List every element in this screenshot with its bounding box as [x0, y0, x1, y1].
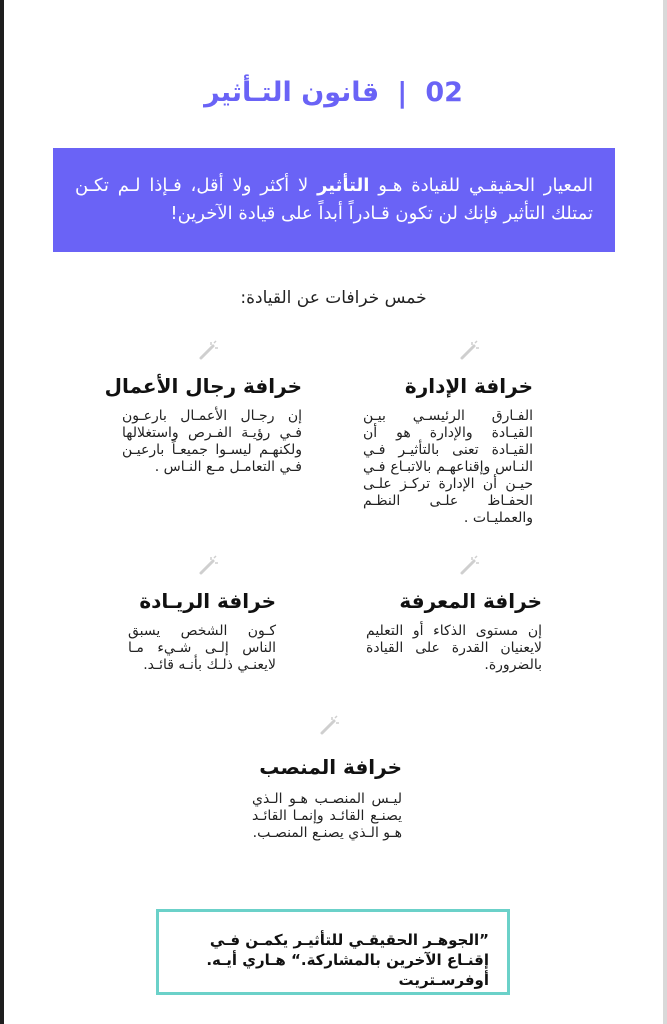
myths-subtitle: خمس خرافات عن القيادة:: [240, 288, 427, 308]
intro-banner: [53, 148, 615, 252]
quote-text: ”الجوهـر الحقيقـي للتأثيـر يكمـن فـي إقنـاع الآخرين بالمشاركة.“ هـاري أيـه. أوفرسـتريت: [206, 931, 489, 989]
myth-title: خرافة الإدارة: [404, 374, 533, 398]
myth-businessmen: [100, 340, 320, 530]
myth-title: خرافة المعرفة: [399, 589, 542, 613]
magic-wand-icon: [458, 555, 480, 577]
section-title: قانون التـأثير: [204, 76, 380, 108]
section-header: [0, 70, 667, 114]
banner-bold-word: التأثير: [317, 175, 370, 196]
header-separator: |: [397, 75, 408, 109]
magic-wand-icon: [197, 340, 219, 362]
myth-pioneering: [100, 555, 320, 685]
myth-knowledge: [360, 555, 560, 685]
quote-box: [156, 909, 510, 995]
section-number: 02: [425, 76, 463, 108]
myth-title: خرافة الريـادة: [139, 589, 276, 613]
myth-text: كـون الشخص يسبق الناس إلـى شـيء مـا لايعنـي ذلـك بأنـه قائـد.: [128, 623, 276, 673]
myth-text: ليـس المنصـب هـو الـذي يصنـع القائـد وإنمـا القائـد هـو الـذي يصنـع المنصـب.: [252, 791, 402, 841]
right-edge-strip: [663, 0, 667, 1024]
magic-wand-icon: [318, 715, 340, 737]
banner-text-1: المعيار الحقيقـي للقيادة هـو: [369, 175, 593, 196]
myth-text: إن مستوى الذكاء أو التعليم لايعنيان القدرة على القيادة بالضرورة.: [366, 623, 542, 673]
myth-position: [220, 715, 440, 865]
myth-text: الفـارق الرئيسـي بيـن القيـادة والإدارة هو أن القيـادة تعنى بالتأثيـر فـي النـاس وإقناعهـم بالاتبـاع فـي حيـن أن الإدارة تركـز علـى الحفـاظ علـى النظـم والعمليـات .: [363, 408, 533, 526]
myth-title: خرافة المنصب: [259, 755, 402, 779]
magic-wand-icon: [197, 555, 219, 577]
magic-wand-icon: [458, 340, 480, 362]
myth-text: إن رجـال الأعمـال بارعـون فـي رؤيـة الفـرص واستغلالها ولكنهـم ليسـوا جميعـاً بارعيـن فـي التعامـل مـع النـاس .: [122, 408, 302, 475]
myth-management: [360, 340, 560, 530]
left-edge-strip: [0, 0, 4, 1024]
banner-text-2: لا أكثر ولا أقل، فـإذا لـم تكـن تمتلك التأثير فإنك لن تكون قـادراً أبداً على قيادة الآخرين!: [75, 175, 593, 224]
myth-title: خرافة رجال الأعمال: [104, 374, 302, 398]
